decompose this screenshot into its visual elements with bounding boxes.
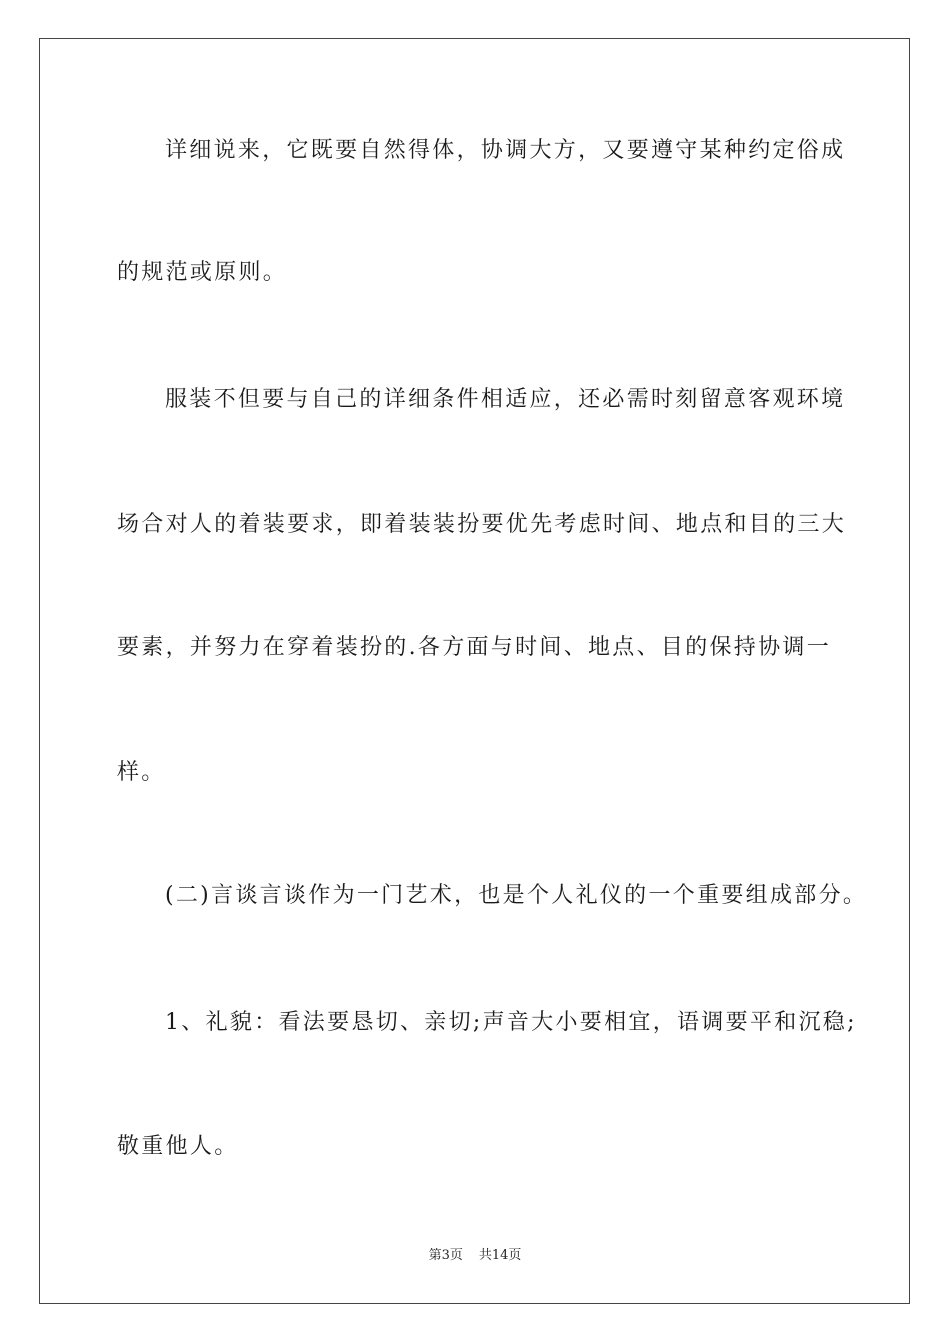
paragraph-line: 服装不但要与自己的详细条件相适应，还必需时刻留意客观环境	[165, 387, 846, 412]
paragraph-line: (二)言谈言谈作为一门艺术，也是个人礼仪的一个重要组成部分。	[165, 883, 868, 908]
paragraph-line: 敬重他人。	[117, 1134, 239, 1159]
paragraph-line: 场合对人的着装要求，即着装装扮要优先考虑时间、地点和目的三大	[117, 512, 847, 537]
paragraph-line: 样。	[117, 760, 166, 785]
paragraph-line: 1、礼貌：看法要恳切、亲切;声音大小要相宜，语调要平和沉稳;	[165, 1010, 857, 1035]
paragraph-line: 的规范或原则。	[117, 260, 288, 285]
paragraph-line: 详细说来，它既要自然得体，协调大方，又要遵守某种约定俗成	[165, 138, 846, 163]
paragraph-line: 要素，并努力在穿着装扮的.各方面与时间、地点、目的保持协调一	[117, 635, 831, 660]
page-footer	[0, 1246, 950, 1266]
page-total: 共14页	[478, 1248, 522, 1263]
page-border	[39, 38, 910, 1304]
page-number: 第3页	[428, 1248, 463, 1263]
